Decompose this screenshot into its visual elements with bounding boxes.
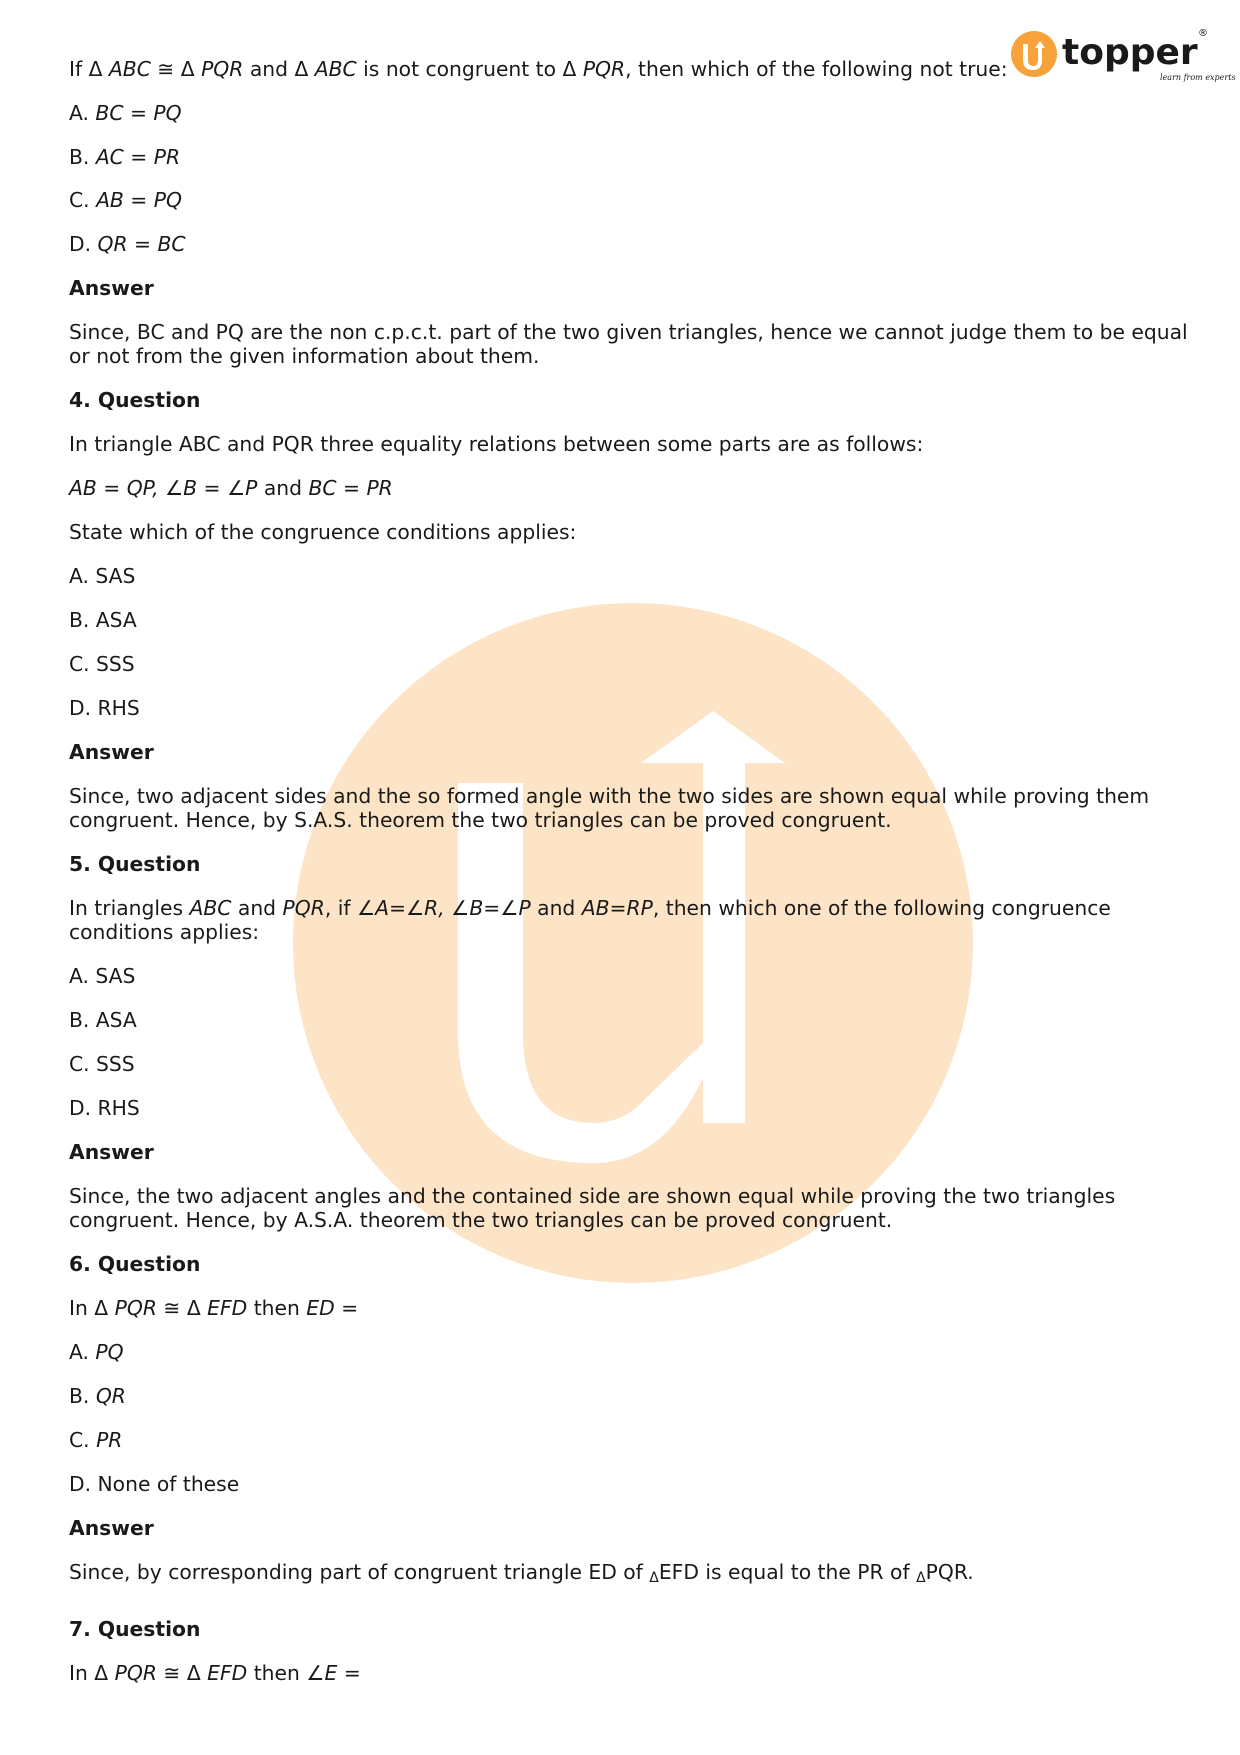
q6-option-a: A. PQ [69, 1340, 124, 1364]
logo-wordmark: topper [1062, 32, 1198, 73]
q3-stem: If Δ ABC ≅ Δ PQR and Δ ABC is not congruent to Δ PQR, then which of the following not true: [69, 57, 1008, 81]
q6-answer-label: Answer [69, 1516, 154, 1540]
q6-option-b: B. QR [69, 1384, 126, 1408]
q4-option-c: C. SSS [69, 652, 135, 676]
q5-stem: In triangles ABC and PQR, if ∠A=∠R, ∠B=∠P and AB=RP, then which one of the following congruence conditions applies: [69, 896, 1111, 944]
q6-option-d: D. None of these [69, 1472, 240, 1496]
q4-prompt: State which of the congruence conditions applies: [69, 520, 577, 544]
q4-heading: 4. Question [69, 388, 201, 412]
q6-answer-text: Since, by corresponding part of congruent triangle ED of ΔEFD is equal to the PR of ΔPQR. [69, 1560, 974, 1586]
topper-logo [1010, 24, 1236, 88]
q4-answer-label: Answer [69, 740, 154, 764]
q6-heading: 6. Question [69, 1252, 201, 1276]
q5-answer-label: Answer [69, 1140, 154, 1164]
q7-stem: In Δ PQR ≅ Δ EFD then ∠E = [69, 1661, 361, 1685]
q3-option-c: C. AB = PQ [69, 188, 182, 212]
q5-option-d: D. RHS [69, 1096, 140, 1120]
q5-option-a: A. SAS [69, 964, 136, 988]
q4-option-b: B. ASA [69, 608, 137, 632]
q4-relation: AB = QP, ∠B = ∠P and BC = PR [69, 476, 393, 500]
q4-stem: In triangle ABC and PQR three equality relations between some parts are as follows: [69, 432, 924, 456]
q4-option-a: A. SAS [69, 564, 136, 588]
q5-answer-text: Since, the two adjacent angles and the contained side are shown equal while proving the two triangles congruent. Hence, by A.S.A. theorem the two triangles can be proved congruent. [69, 1184, 1116, 1232]
q3-option-b: B. AC = PR [69, 145, 181, 169]
q3-answer-label: Answer [69, 276, 154, 300]
q7-heading: 7. Question [69, 1617, 201, 1641]
q5-heading: 5. Question [69, 852, 201, 876]
q3-option-a: A. BC = PQ [69, 101, 182, 125]
q6-stem: In Δ PQR ≅ Δ EFD then ED = [69, 1296, 359, 1320]
q4-option-d: D. RHS [69, 696, 140, 720]
registered-mark: ® [1198, 28, 1208, 39]
q6-option-c: C. PR [69, 1428, 123, 1452]
q3-option-d: D. QR = BC [69, 232, 186, 256]
q5-option-c: C. SSS [69, 1052, 135, 1076]
q3-answer-text: Since, BC and PQ are the non c.p.c.t. part of the two given triangles, hence we cannot judge them to be equal or not from the given information about them. [69, 320, 1188, 368]
q5-option-b: B. ASA [69, 1008, 137, 1032]
q4-answer-text: Since, two adjacent sides and the so formed angle with the two sides are shown equal while proving them congruent. Hence, by S.A.S. theorem the two triangles can be proved congruent. [69, 784, 1150, 832]
logo-tagline: learn from experts [1160, 73, 1236, 82]
